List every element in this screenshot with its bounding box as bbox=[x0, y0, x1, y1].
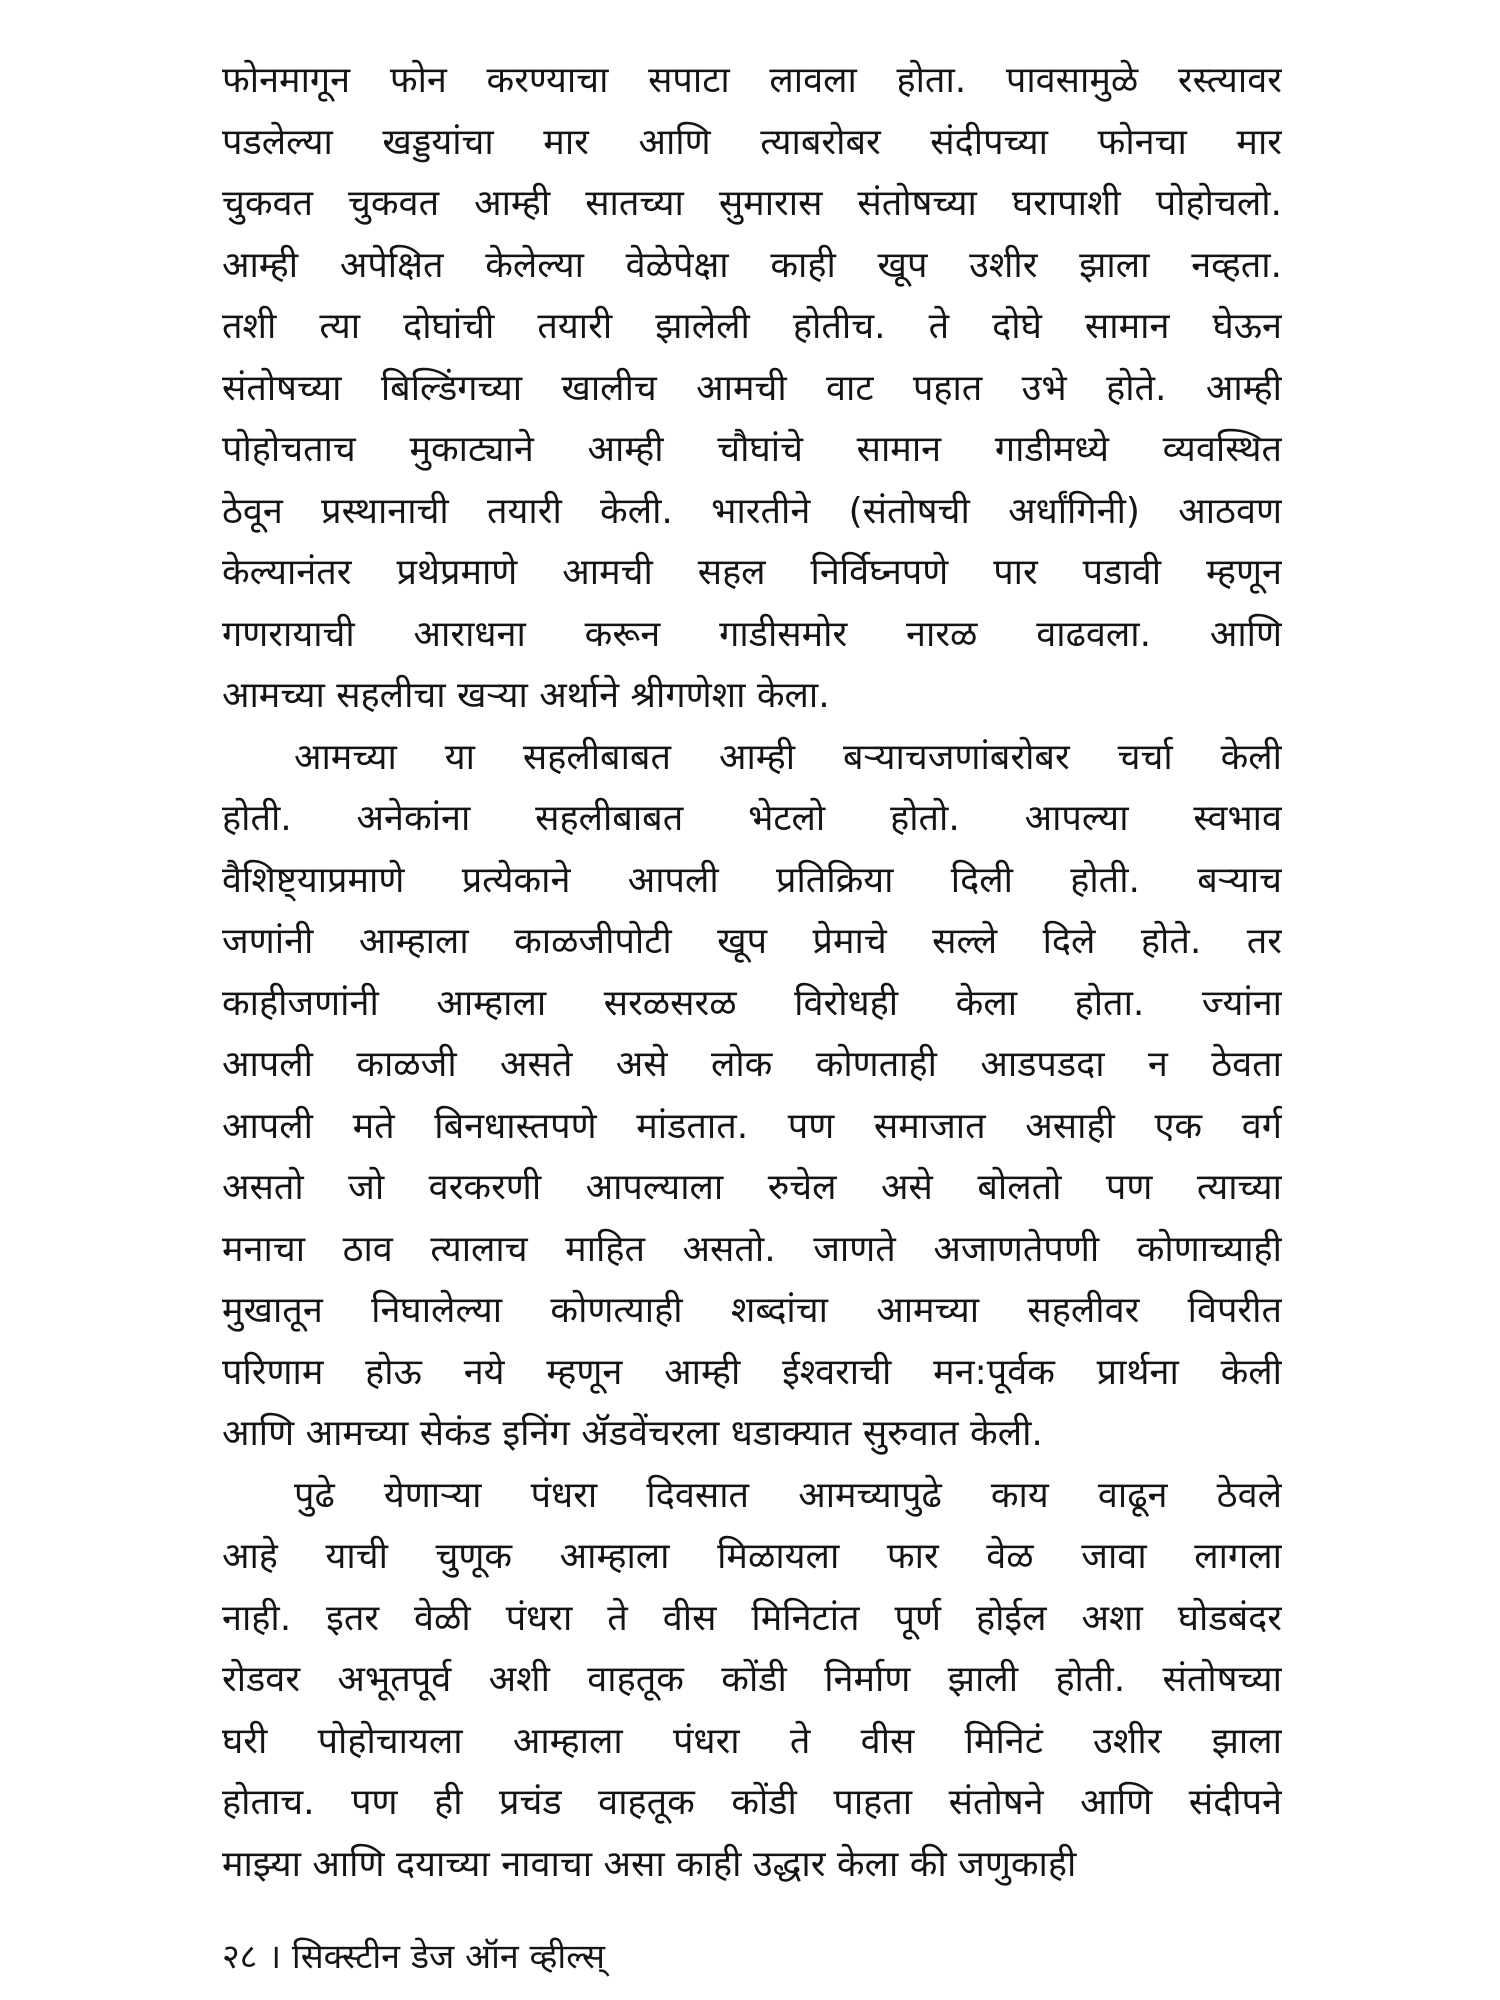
text-line: आम्ही अपेक्षित केलेल्या वेळेपेक्षा काही खूप उशीर झाला नव्हता. bbox=[222, 244, 1282, 286]
text-line: ठेवून प्रस्थानाची तयारी केली. भारतीने (संतोषची अर्धांगिनी) आठवण bbox=[222, 490, 1282, 532]
text-line: माझ्या आणि दयाच्या नावाचा असा काही उद्धार केला की जणुकाही bbox=[222, 1843, 1077, 1885]
text-line: फोनमागून फोन करण्याचा सपाटा लावला होता. पावसामुळे रस्त्यावर bbox=[222, 60, 1282, 101]
text-line: केल्यानंतर प्रथेप्रमाणे आमची सहल निर्विघ्नपणे पार पडावी म्हणून bbox=[222, 552, 1282, 593]
text-line: मनाचा ठाव त्यालाच माहित असतो. जाणते अजाणतेपणी कोणाच्याही bbox=[222, 1228, 1282, 1270]
text-line: चुकवत चुकवत आम्ही सातच्या सुमारास संतोषच्या घरापाशी पोहोचलो. bbox=[222, 183, 1282, 224]
text-line: परिणाम होऊ नये म्हणून आम्ही ईश्वराची मन:पूर्वक प्रार्थना केली bbox=[222, 1351, 1282, 1393]
page-number: २८ bbox=[222, 1937, 258, 1977]
text-line: आमच्या सहलीचा खऱ्या अर्थाने श्रीगणेशा केला. bbox=[222, 675, 830, 716]
text-line: आमच्या या सहलीबाबत आम्ही बऱ्याचजणांबरोबर चर्चा केली bbox=[294, 736, 1282, 778]
paragraph bbox=[222, 727, 1282, 1465]
text-line: वैशिष्ट्याप्रमाणे प्रत्येकाने आपली प्रतिक्रिया दिली होती. बऱ्याच bbox=[222, 859, 1282, 901]
text-line: संतोषच्या बिल्डिंगच्या खालीच आमची वाट पहात उभे होते. आम्ही bbox=[222, 367, 1282, 409]
book-title: सिक्स्टीन डेज ऑन व्हील्स् bbox=[291, 1937, 605, 1977]
paragraph bbox=[222, 50, 1282, 727]
text-line: आणि आमच्या सेकंड इनिंग ॲडवेंचरला धडाक्यात सुरुवात केली. bbox=[222, 1413, 1043, 1454]
footer-separator: । bbox=[268, 1937, 282, 1977]
text-line: असतो जो वरकरणी आपल्याला रुचेल असे बोलतो पण त्याच्या bbox=[222, 1167, 1282, 1208]
text-line: तशी त्या दोघांची तयारी झालेली होतीच. ते दोघे सामान घेऊन bbox=[222, 306, 1282, 347]
text-line: पुढे येणाऱ्या पंधरा दिवसात आमच्यापुढे काय वाढून ठेवले bbox=[294, 1474, 1282, 1516]
text-line: घरी पोहोचायला आम्हाला पंधरा ते वीस मिनिटं उशीर झाला bbox=[222, 1720, 1282, 1762]
text-line: आपली काळजी असते असे लोक कोणताही आडपडदा न ठेवता bbox=[222, 1044, 1282, 1085]
page-footer bbox=[222, 1935, 605, 1979]
text-line: जणांनी आम्हाला काळजीपोटी खूप प्रेमाचे सल्ले दिले होते. तर bbox=[222, 921, 1282, 962]
text-line: आपली मते बिनधास्तपणे मांडतात. पण समाजात असाही एक वर्ग bbox=[222, 1105, 1282, 1147]
text-line: गणरायाची आराधना करून गाडीसमोर नारळ वाढवला. आणि bbox=[222, 613, 1282, 655]
text-line: नाही. इतर वेळी पंधरा ते वीस मिनिटांत पूर्ण होईल अशा घोडबंदर bbox=[222, 1597, 1282, 1639]
text-line: मुखातून निघालेल्या कोणत्याही शब्दांचा आमच्या सहलीवर विपरीत bbox=[222, 1290, 1282, 1331]
text-line: होती. अनेकांना सहलीबाबत भेटलो होतो. आपल्या स्वभाव bbox=[222, 798, 1282, 839]
text-line: पोहोचताच मुकाट्याने आम्ही चौघांचे सामान गाडीमध्ये व्यवस्थित bbox=[222, 429, 1282, 470]
text-line: काहीजणांनी आम्हाला सरळसरळ विरोधही केला होता. ज्यांना bbox=[222, 982, 1282, 1024]
paragraph bbox=[222, 1465, 1282, 1896]
text-line: रोडवर अभूतपूर्व अशी वाहतूक कोंडी निर्माण झाली होती. संतोषच्या bbox=[222, 1659, 1282, 1700]
text-line: होताच. पण ही प्रचंड वाहतूक कोंडी पाहता संतोषने आणि संदीपने bbox=[222, 1782, 1282, 1823]
body-text bbox=[222, 50, 1282, 1895]
text-line: पडलेल्या खड्डयांचा मार आणि त्याबरोबर संदीपच्या फोनचा मार bbox=[222, 121, 1282, 163]
text-line: आहे याची चुणूक आम्हाला मिळायला फार वेळ जावा लागला bbox=[222, 1536, 1282, 1577]
